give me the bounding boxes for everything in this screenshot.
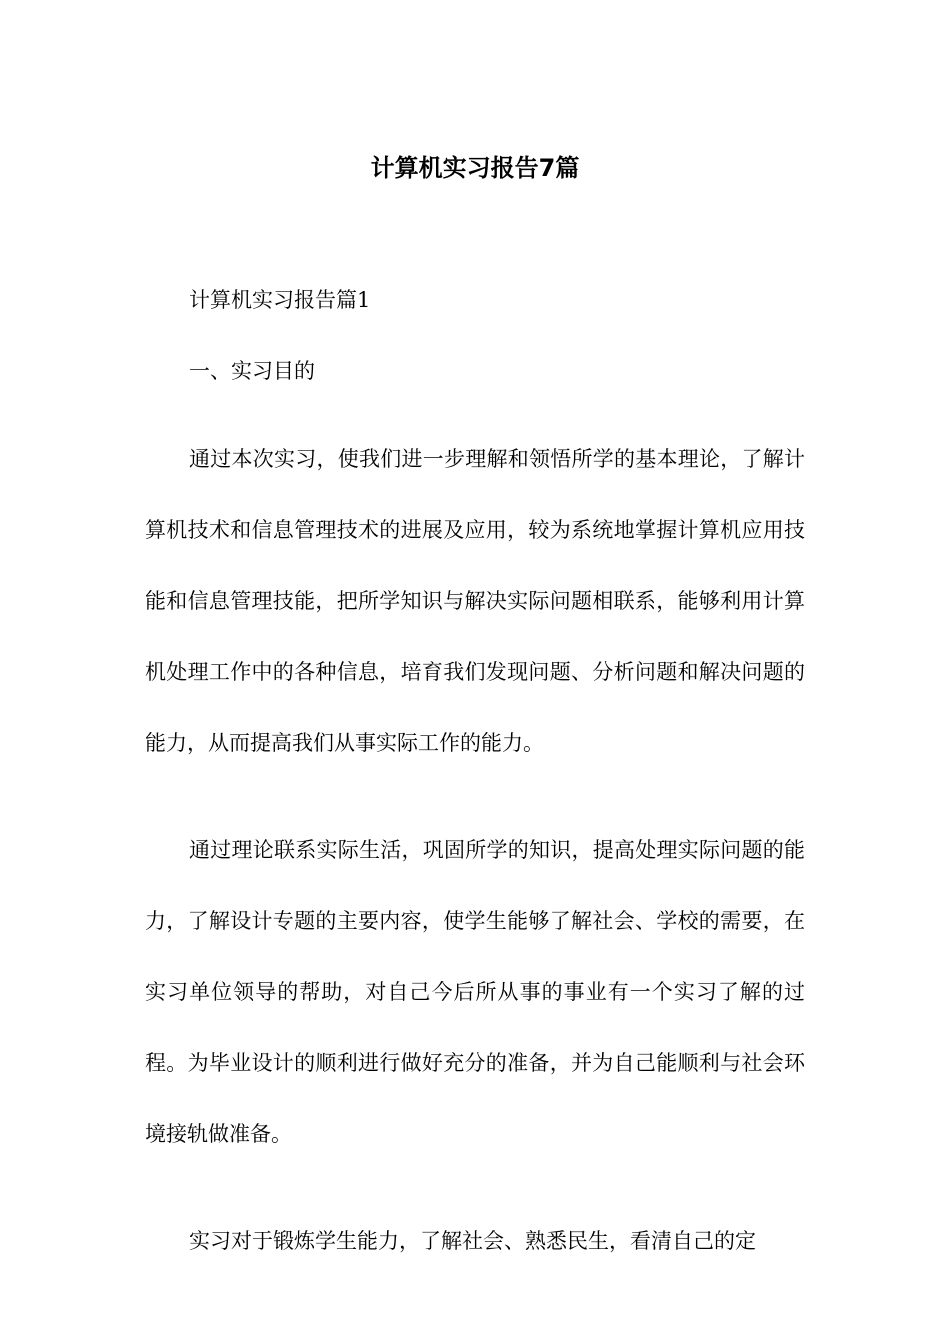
document-title: 计算机实习报告7篇 bbox=[370, 154, 580, 182]
section-heading: 计算机实习报告篇1 bbox=[189, 288, 371, 312]
document-body bbox=[145, 282, 805, 1313]
paragraph-purpose-2: 通过理论联系实际生活，巩固所学的知识，提高处理实际问题的能力，了解设计专题的主要内容，使学生能够了解社会、学校的需要，在实习单位领导的帮助，对自己今后所从事的事业有一个实习了解的过程。为毕业设计的顺利进行做好充分的准备，并为自己能顺利与社会环境接轨做准备。 bbox=[145, 838, 805, 1146]
paragraph-purpose-3: 实习对于锻炼学生能力，了解社会、熟悉民生，看清自己的定 bbox=[189, 1229, 756, 1253]
paragraph-purpose-1: 通过本次实习，使我们进一步理解和领悟所学的基本理论，了解计算机技术和信息管理技术的进展及应用，较为系统地掌握计算机应用技能和信息管理技能，把所学知识与解决实际问题相联系，能够利用计算机处理工作中的各种信息，培育我们发现问题、分析问题和解决问题的能力，从而提高我们从事实际工作的能力。 bbox=[145, 447, 805, 755]
subsection-heading: 一、实习目的 bbox=[189, 359, 315, 383]
